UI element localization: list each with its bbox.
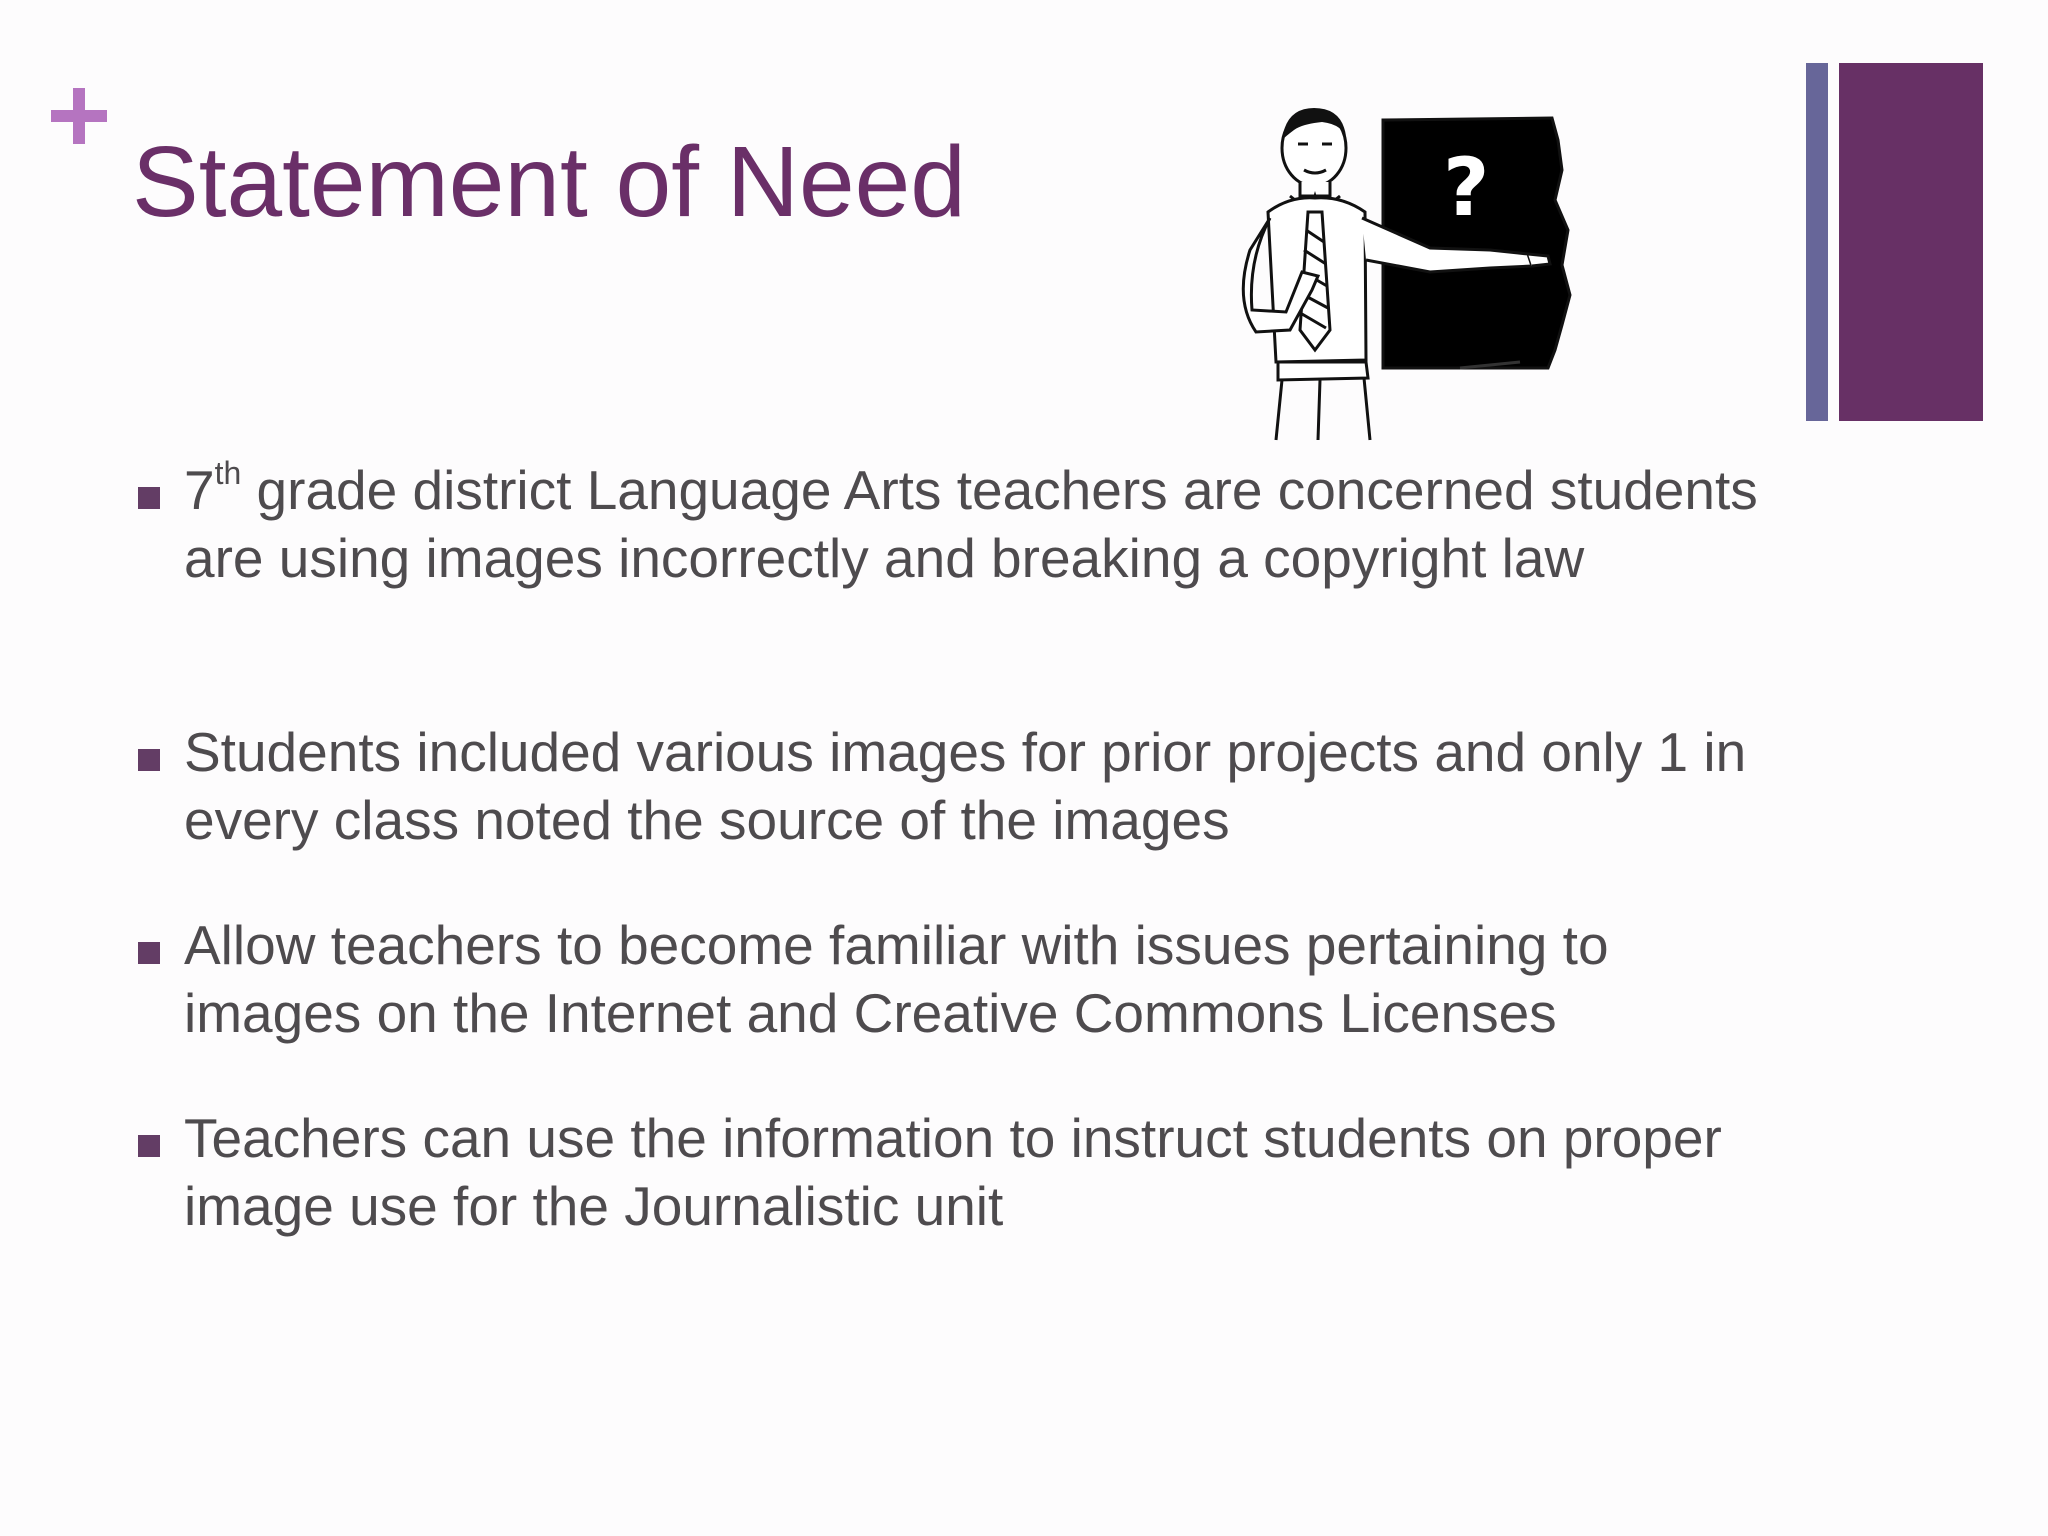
- accent-bar-thin: [1806, 63, 1828, 421]
- accent-bar-thick: [1839, 63, 1983, 421]
- square-bullet-icon: [138, 749, 160, 771]
- question-mark-label: ?: [1443, 141, 1490, 234]
- bullet-superscript: th: [214, 454, 242, 491]
- square-bullet-icon: [138, 1135, 160, 1157]
- square-bullet-icon: [138, 487, 160, 509]
- slide-title: Statement of Need: [132, 126, 966, 238]
- bullet-body: grade district Language Arts teachers are concerned students are using images incorrectly and breaking a copyright law: [184, 459, 1758, 589]
- bullet-text: Students included various images for prior projects and only 1 in every class noted the source of the images: [184, 721, 1747, 851]
- bullet-text: Allow teachers to become familiar with issues pertaining to images on the Internet and Creative Commons Licenses: [184, 914, 1609, 1044]
- plus-icon: [51, 88, 107, 144]
- bullet-text: [184, 456, 1784, 592]
- bullet-lead: 7: [184, 459, 215, 521]
- teacher-pointing-illustration: [1190, 100, 1580, 445]
- bullet-text: Teachers can use the information to instruct students on proper image use for the Journalistic unit: [184, 1107, 1722, 1237]
- square-bullet-icon: [138, 942, 160, 964]
